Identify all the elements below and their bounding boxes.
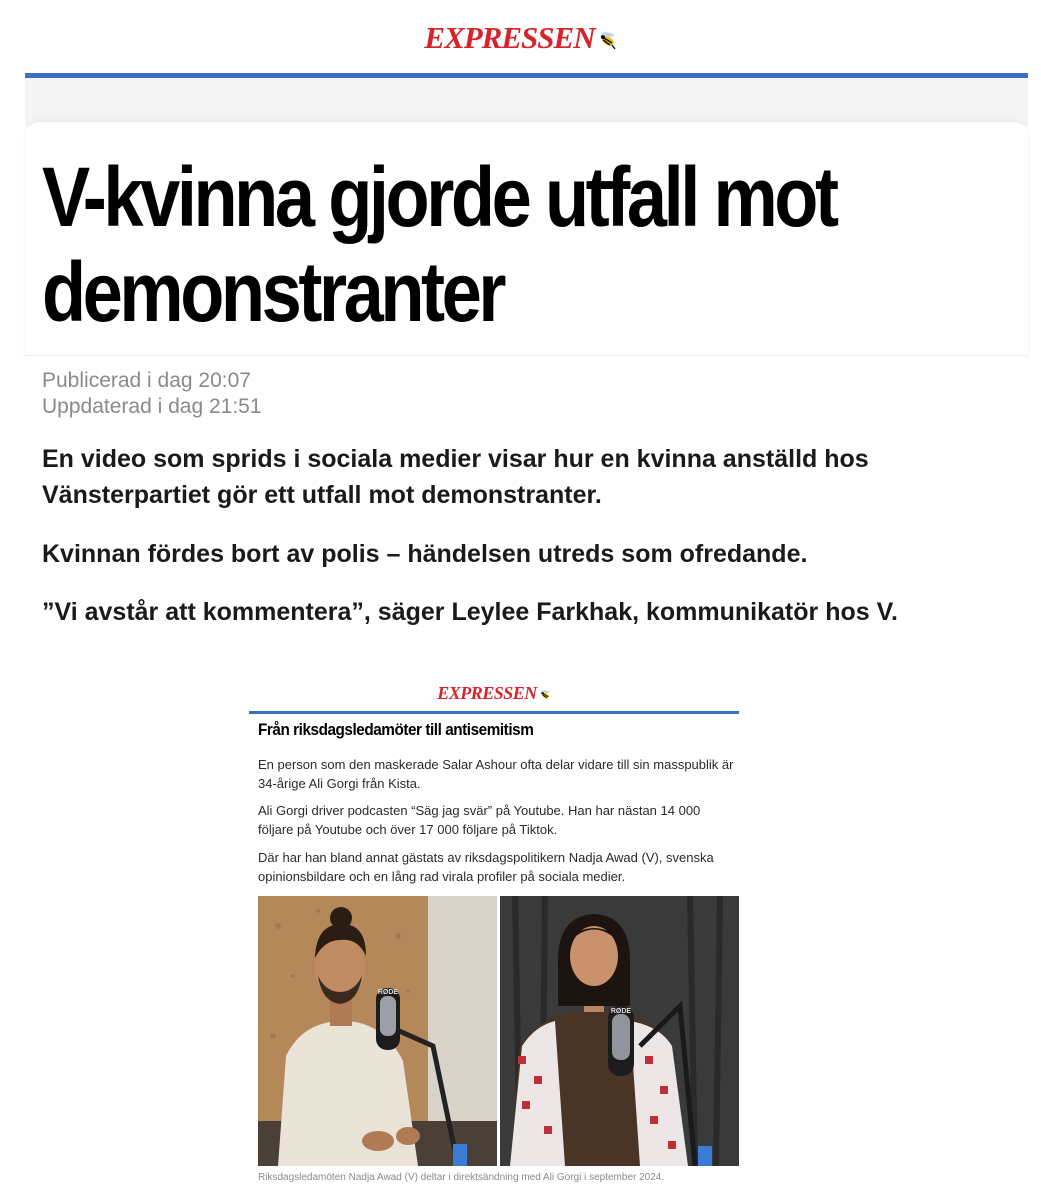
updated-time: Uppdaterad i dag 21:51 [42, 395, 262, 418]
lead-paragraph-3: ”Vi avstår att kommentera”, säger Leylee Farkhak, kommunikatör hos V. [42, 598, 898, 626]
photo-woman-podcast [500, 896, 739, 1166]
inset-logo-text: EXPRESSEN [437, 683, 537, 703]
photo-caption: Riksdagsledamöten Nadja Awad (V) deltar i direktsändning med Ali Gorgi i september 2024. [258, 1172, 665, 1183]
inset-rule [249, 711, 739, 714]
wasp-icon [597, 30, 617, 50]
logo-text: EXPRESSEN [424, 20, 595, 55]
photo-woman-illustration [500, 896, 739, 1166]
lead-paragraph-1: En video som sprids i sociala medier visar hur en kvinna anställd hos Vänsterpartiet gör ett utfall mot demonstranter. [42, 445, 869, 509]
embedded-article-screenshot [249, 680, 739, 1195]
inset-paragraph-3: Där har han bland annat gästats av riksdagspolitikern Nadja Awad (V), svenska opinionsbildare och en lång rad virala profiler på sociala medier. [258, 850, 714, 884]
expressen-logo[interactable] [0, 20, 1041, 56]
header-band [25, 78, 1028, 126]
lead-paragraph-2: Kvinnan fördes bort av polis – händelsen utreds som ofredande. [42, 540, 808, 568]
mic-label: RØDE [377, 989, 399, 996]
inset-paragraph-1: En person som den maskerade Salar Ashour ofta delar vidare till sin masspublik är 34-årige Ali Gorgi från Kista. [258, 757, 734, 791]
mic-label: RØDE [610, 1008, 632, 1015]
article-headline: V-kvinna gjorde utfall mot demonstranter [42, 150, 836, 339]
inset-paragraph-2: Ali Gorgi driver podcasten “Säg jag svär” på Youtube. Han har nästan 14 000 följare på Youtube och över 17 000 följare på Tiktok. [258, 803, 701, 837]
photo-man-illustration [258, 896, 497, 1166]
article-timestamps [42, 368, 262, 420]
wasp-icon [539, 689, 551, 701]
inset-headline: Från riksdagsledamöter till antisemitism [258, 720, 534, 739]
divider [25, 355, 1028, 356]
photo-man-podcast [258, 896, 497, 1166]
inset-logo [249, 683, 739, 704]
published-time: Publicerad i dag 20:07 [42, 369, 251, 392]
